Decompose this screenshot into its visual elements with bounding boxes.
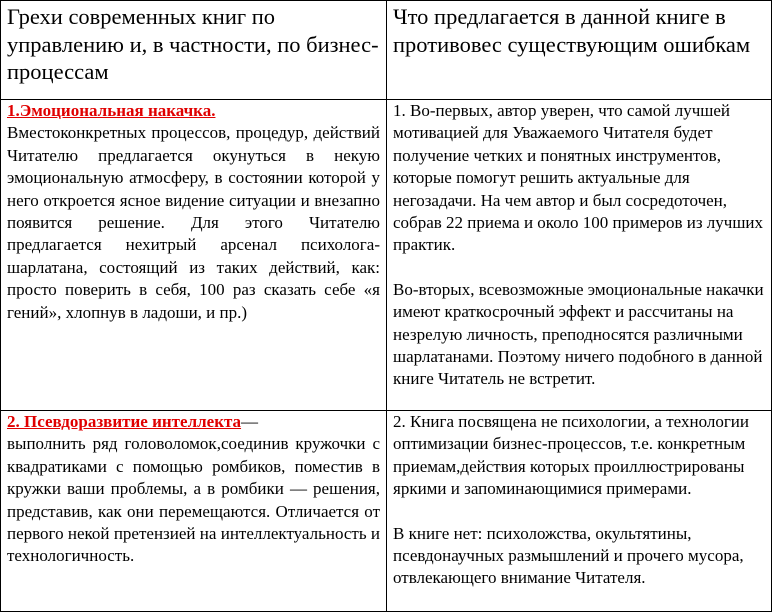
row2-title-rest: —	[241, 412, 259, 431]
row1-right-paragraph-1: 1. Во-первых, автор уверен, что самой лучшей мотивацией для Уважаемого Читателя будет получение четких и понятных инструментов, которые помогут решить актуальные для негозадачи. На чем автор и был сосредоточен, собрав 22 приема и около 100 примеров из лучших практик.	[393, 101, 764, 255]
row1-title: 1.Эмоциональная накачка.	[7, 101, 216, 120]
row2-right-paragraph-2: В книге нет: психоложства, окультятины, псевдонаучных размышлений и прочего мусора, отвлекающего внимание Читателя.	[393, 523, 744, 588]
row1-right-cell	[387, 100, 772, 411]
header-right: Что предлагается в данной книге в противовес существующим ошибкам	[387, 1, 772, 100]
header-left: Грехи современных книг по управлению и, в частности, по бизнес-процессам	[1, 1, 387, 100]
row2-right-paragraph-1: 2. Книга посвящена не психологии, а технологии оптимизации бизнес-процессов, т.е. конкретным приемам,действия которых проиллюстрированы яркими и запоминающимися примерами.	[393, 412, 750, 499]
table-header-row	[1, 1, 772, 100]
row1-right-paragraph-2: Во-вторых, всевозможные эмоциональные накачки имеют краткосрочный эффект и рассчитаны на незрелую личность, преподносятся различными шарлатанами. Поэтому ничего подобного в данной книге Читатель не встретит.	[393, 279, 764, 389]
row2-title: 2. Псевдоразвитие интеллекта	[7, 412, 242, 431]
row1-left-cell	[1, 100, 387, 411]
row2-right-cell	[387, 411, 772, 612]
row1-left-body: Вместоконкретных процессов, процедур, действий Читателю предлагается окунуться в некую эмоциональную атмосферу, в состоянии которой у него откроется ясное видение ситуации и внезапно появится решение. Для этого Читателю предлагается нехитрый арсенал психолога-шарлатана, состоящий из таких действий, как: просто поверить в себя, 100 раз сказать себе «я гений», хлопнув в ладоши, и пр.)	[7, 123, 380, 322]
table-row	[1, 411, 772, 612]
table-row	[1, 100, 772, 411]
row2-left-cell	[1, 411, 387, 612]
row2-left-body: выполнить ряд головоломок,соединив кружочки с квадратиками с помощью ромбиков, поместив в кружки ваши проблемы, а в ромбики — решения, представив, как они перемещаются. Отличается от первого некой претензией на интеллектуальность и технологичность.	[7, 434, 380, 566]
